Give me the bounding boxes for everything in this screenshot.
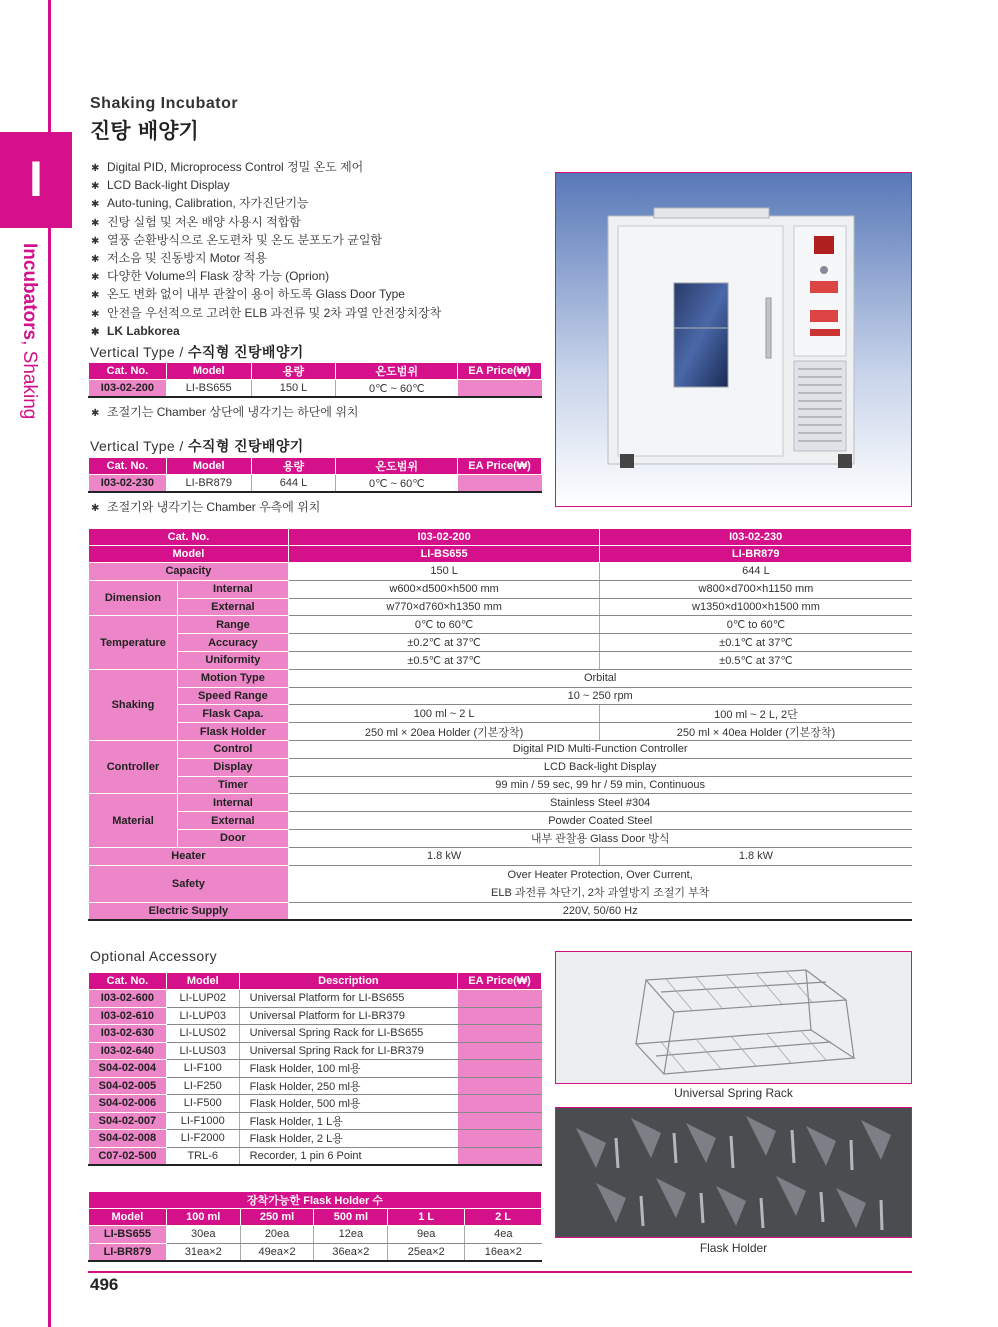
vertical-type-2-table (88, 457, 542, 493)
spec-table (88, 528, 912, 921)
table-row (89, 580, 912, 598)
cat-no-cell: I03-02-630 (89, 1025, 167, 1043)
accessory-title: Optional Accessory (90, 948, 218, 964)
page-title-en: Shaking Incubator (90, 95, 239, 112)
header-500ml: 500 ml (314, 1209, 388, 1226)
cat-no-cell: I03-02-230 (89, 475, 167, 493)
header-price: EA Price(₩) (458, 363, 542, 380)
feature-item: ✱ 저소음 및 진동방지 Motor 적용 (91, 250, 441, 268)
cat-no-cell: C07-02-500 (89, 1147, 167, 1165)
control-value: Digital PID Multi-Function Controller (288, 740, 911, 758)
chapter-label-rest: , Shaking (19, 340, 40, 420)
mat-internal-value: Stainless Steel #304 (288, 794, 911, 812)
button-row (810, 329, 840, 336)
flask-holder-label: Flask Holder (177, 723, 288, 741)
table-row (89, 651, 912, 669)
table-row (89, 776, 912, 794)
capacity-label: Capacity (89, 563, 289, 581)
header-100ml: 100 ml (166, 1209, 240, 1226)
model-cell: LI-LUS03 (166, 1042, 239, 1060)
accuracy-1: ±0.2℃ at 37℃ (288, 634, 600, 652)
table-row (89, 563, 912, 581)
vertical-type-2-title-en: Vertical Type / (90, 438, 184, 454)
mat-internal-label: Internal (177, 794, 288, 812)
timer-label: Timer (177, 776, 288, 794)
header-price: EA Price(₩) (458, 973, 542, 990)
spec-cat-1: I03-02-200 (288, 529, 600, 546)
table-row (89, 758, 912, 776)
model-cell: LI-F250 (166, 1077, 239, 1095)
flask-capa-2: 100 ml ~ 2 L, 2단 (600, 705, 912, 723)
header-2l: 2 L (465, 1209, 542, 1226)
temp-range-cell: 0℃ ~ 60℃ (336, 475, 458, 493)
price-cell (458, 1060, 542, 1078)
vertical-type-1-table (88, 362, 542, 398)
table-row (89, 1226, 542, 1244)
header-model: Model (166, 363, 251, 380)
flask-holder-table (88, 1191, 542, 1262)
feature-item: ✱ LCD Back-light Display (91, 177, 441, 195)
cat-no-cell: S04-02-006 (89, 1095, 167, 1113)
dim-external-label: External (177, 598, 288, 616)
table-row (89, 1243, 542, 1261)
table-row (89, 669, 912, 687)
dimension-label: Dimension (89, 580, 178, 616)
price-cell (458, 475, 542, 493)
safety-line-1: Over Heater Protection, Over Current, (507, 868, 693, 881)
vertical-type-2-note: ✱ 조절기와 냉각기는 Chamber 우측에 위치 (91, 498, 320, 515)
table-row (89, 1007, 542, 1025)
label-plate-2 (810, 310, 838, 322)
vertical-type-1-title (90, 342, 304, 362)
speed-label: Speed Range (177, 687, 288, 705)
incubator-photo (555, 172, 912, 507)
count-cell: 31ea×2 (166, 1243, 240, 1261)
table-row (89, 1147, 542, 1165)
feature-item: ✱ 온도 변화 없이 내부 관찰이 용이 하도록 Glass Door Type (91, 286, 441, 304)
door-handle (766, 298, 771, 358)
feature-list (91, 159, 441, 341)
table-row (89, 1112, 542, 1130)
header-cat-no: Cat. No. (89, 973, 167, 990)
safety-value (288, 865, 911, 902)
cat-no-cell: S04-02-005 (89, 1077, 167, 1095)
model-cell: LI-BR879 (166, 475, 251, 493)
description-cell: Flask Holder, 500 ml용 (239, 1095, 457, 1113)
model-cell: LI-LUP02 (166, 990, 239, 1008)
top-vent (654, 208, 769, 218)
table-row (89, 616, 912, 634)
description-cell: Flask Holder, 1 L용 (239, 1112, 457, 1130)
caster-left (620, 454, 634, 468)
model-cell: LI-F1000 (166, 1112, 239, 1130)
vertical-type-2-title-ko: 수직형 진탕배양기 (187, 438, 304, 454)
incubator-illustration (556, 173, 912, 507)
cat-no-cell: S04-02-008 (89, 1130, 167, 1148)
photo-background (556, 952, 912, 1084)
count-cell: 12ea (314, 1226, 388, 1244)
model-cell: LI-F500 (166, 1095, 239, 1113)
vertical-type-1-title-en: Vertical Type / (90, 344, 184, 360)
description-cell: Flask Holder, 250 ml용 (239, 1077, 457, 1095)
glass-window (674, 283, 728, 387)
capacity-1: 150 L (288, 563, 600, 581)
capacity-2: 644 L (600, 563, 912, 581)
price-cell (458, 1077, 542, 1095)
label-plate-1 (810, 281, 838, 293)
cat-no-cell: S04-02-007 (89, 1112, 167, 1130)
page-footer-rule (88, 1271, 912, 1273)
price-cell (458, 1007, 542, 1025)
table-row (89, 380, 542, 398)
flask-holder-1: 250 ml × 20ea Holder (기본장착) (288, 723, 600, 741)
price-cell (458, 1147, 542, 1165)
table-row (89, 475, 542, 493)
header-description: Description (239, 973, 457, 990)
shaking-label: Shaking (89, 669, 178, 740)
description-cell: Flask Holder, 2 L용 (239, 1130, 457, 1148)
vertical-type-2-title (90, 436, 304, 456)
motion-value: Orbital (288, 669, 911, 687)
model-cell: LI-BR879 (89, 1243, 167, 1261)
table-row (89, 829, 912, 847)
table-row (89, 740, 912, 758)
accessory-table (88, 972, 542, 1166)
chapter-tab-line (0, 226, 72, 228)
cat-no-cell: I03-02-610 (89, 1007, 167, 1025)
cat-no-cell: I03-02-200 (89, 380, 167, 398)
feature-item: ✱ 다양한 Volume의 Flask 장착 가능 (Oprion) (91, 268, 441, 286)
display-label: Display (177, 758, 288, 776)
feature-item: ✱ 진탕 실험 및 저온 배양 사용시 적합함 (91, 214, 441, 232)
price-cell (458, 1112, 542, 1130)
header-temp-range: 온도범위 (336, 363, 458, 380)
table-row (89, 990, 542, 1008)
flask-holder-caption: Flask Holder (699, 1241, 768, 1255)
header-cat-no: Cat. No. (89, 458, 167, 475)
range-1: 0℃ to 60℃ (288, 616, 600, 634)
cat-no-cell: I03-02-600 (89, 990, 167, 1008)
model-cell: LI-LUP03 (166, 1007, 239, 1025)
spring-rack-caption: Universal Spring Rack (674, 1086, 793, 1100)
model-cell: LI-BS655 (89, 1226, 167, 1244)
range-2: 0℃ to 60℃ (600, 616, 912, 634)
table-row (89, 1060, 542, 1078)
feature-item: ✱ 안전을 우선적으로 고려한 ELB 과전류 및 2차 과열 안전장치장착 (91, 305, 441, 323)
spring-rack-photo (555, 951, 912, 1084)
table-row (89, 1025, 542, 1043)
feature-item: ✱ 열풍 순환방식으로 온도편차 및 온도 분포도가 균일함 (91, 232, 441, 250)
door-label: Door (177, 829, 288, 847)
vertical-type-1-note: ✱ 조절기는 Chamber 상단에 냉각기는 하단에 위치 (91, 403, 359, 420)
control-label: Control (177, 740, 288, 758)
chapter-label-bold: Incubators (19, 243, 40, 341)
safety-line-2: ELB 과전류 차단기, 2차 과열방지 조절기 부착 (491, 886, 710, 899)
page-number: 496 (90, 1275, 119, 1294)
model-cell: LI-F100 (166, 1060, 239, 1078)
spring-rack-illustration (556, 952, 912, 1084)
price-cell (458, 990, 542, 1008)
speed-value: 10 ~ 250 rpm (288, 687, 911, 705)
header-capacity: 용량 (251, 458, 336, 475)
count-cell: 16ea×2 (465, 1243, 542, 1261)
header-temp-range: 온도범위 (336, 458, 458, 475)
temperature-label: Temperature (89, 616, 178, 669)
flask-holder-illustration (556, 1108, 912, 1238)
table-row (89, 847, 912, 865)
description-cell: Universal Spring Rack for LI-BR379 (239, 1042, 457, 1060)
temp-range-cell: 0℃ ~ 60℃ (336, 380, 458, 398)
caster-right (838, 454, 852, 468)
price-cell (458, 380, 542, 398)
spec-model-2: LI-BR879 (600, 546, 912, 563)
feature-item: ✱ Digital PID, Microprocess Control 정밀 온도 제어 (91, 159, 441, 177)
heater-1: 1.8 kW (288, 847, 600, 865)
timer-value: 99 min / 59 sec, 99 hr / 59 min, Continuous (288, 776, 911, 794)
count-cell: 9ea (388, 1226, 465, 1244)
description-cell: Flask Holder, 100 ml용 (239, 1060, 457, 1078)
header-price: EA Price(₩) (458, 458, 542, 475)
capacity-cell: 150 L (251, 380, 336, 398)
chapter-tab: I (0, 132, 72, 226)
table-row (89, 902, 912, 920)
model-cell: LI-LUS02 (166, 1025, 239, 1043)
material-label: Material (89, 794, 178, 847)
description-cell: Universal Spring Rack for LI-BS655 (239, 1025, 457, 1043)
safety-label: Safety (89, 865, 289, 902)
price-cell (458, 1130, 542, 1148)
page-title-ko: 진탕 배양기 (90, 119, 199, 143)
flask-capa-label: Flask Capa. (177, 705, 288, 723)
price-cell (458, 1025, 542, 1043)
table-row (89, 1130, 542, 1148)
heater-2: 1.8 kW (600, 847, 912, 865)
header-1l: 1 L (388, 1209, 465, 1226)
count-cell: 20ea (240, 1226, 314, 1244)
supply-label: Electric Supply (89, 902, 289, 920)
accuracy-2: ±0.1℃ at 37℃ (600, 634, 912, 652)
mat-external-label: External (177, 812, 288, 830)
header-250ml: 250 ml (240, 1209, 314, 1226)
price-cell (458, 1042, 542, 1060)
brand-item: ✱ LK Labkorea (91, 323, 441, 341)
range-label: Range (177, 616, 288, 634)
count-cell: 30ea (166, 1226, 240, 1244)
spec-model-1: LI-BS655 (288, 546, 600, 563)
price-cell (458, 1095, 542, 1113)
cooling-vent (794, 361, 846, 451)
flask-capa-1: 100 ml ~ 2 L (288, 705, 600, 723)
uniformity-2: ±0.5℃ at 37℃ (600, 651, 912, 669)
display-value: LCD Back-light Display (288, 758, 911, 776)
accuracy-label: Accuracy (177, 634, 288, 652)
header-model: Model (89, 1209, 167, 1226)
count-cell: 36ea×2 (314, 1243, 388, 1261)
spec-cat-label: Cat. No. (89, 529, 289, 546)
table-row (89, 705, 912, 723)
dim-external-2: w1350×d1000×h1500 mm (600, 598, 912, 616)
count-cell: 25ea×2 (388, 1243, 465, 1261)
controller-label: Controller (89, 740, 178, 793)
uniformity-label: Uniformity (177, 651, 288, 669)
table-row (89, 598, 912, 616)
capacity-cell: 644 L (251, 475, 336, 493)
header-model: Model (166, 973, 239, 990)
count-cell: 49ea×2 (240, 1243, 314, 1261)
header-capacity: 용량 (251, 363, 336, 380)
cat-no-cell: I03-02-640 (89, 1042, 167, 1060)
flask-holder-photo (555, 1107, 912, 1238)
table-row (89, 865, 912, 902)
description-cell: Universal Platform for LI-BR379 (239, 1007, 457, 1025)
header-model: Model (166, 458, 251, 475)
spec-cat-2: I03-02-230 (600, 529, 912, 546)
dim-internal-1: w600×d500×h500 mm (288, 580, 600, 598)
count-cell: 4ea (465, 1226, 542, 1244)
dim-internal-label: Internal (177, 580, 288, 598)
uniformity-1: ±0.5℃ at 37℃ (288, 651, 600, 669)
table-row (89, 1042, 542, 1060)
cat-no-cell: S04-02-004 (89, 1060, 167, 1078)
dim-external-1: w770×d760×h1350 mm (288, 598, 600, 616)
flask-holder-table-title: 장착가능한 Flask Holder 수 (89, 1192, 542, 1209)
flask-holder-2: 250 ml × 40ea Holder (기본장착) (600, 723, 912, 741)
mat-external-value: Powder Coated Steel (288, 812, 911, 830)
door-value: 내부 관찰용 Glass Door 방식 (288, 829, 911, 847)
chapter-label (14, 243, 40, 463)
table-row (89, 1095, 542, 1113)
display-screen (814, 236, 834, 254)
table-row (89, 1077, 542, 1095)
table-row (89, 687, 912, 705)
header-cat-no: Cat. No. (89, 363, 167, 380)
table-row (89, 634, 912, 652)
table-row (89, 812, 912, 830)
model-cell: LI-BS655 (166, 380, 251, 398)
model-cell: TRL-6 (166, 1147, 239, 1165)
dim-internal-2: w800×d700×h1150 mm (600, 580, 912, 598)
motion-label: Motion Type (177, 669, 288, 687)
vertical-type-1-title-ko: 수직형 진탕배양기 (187, 344, 304, 360)
supply-value: 220V, 50/60 Hz (288, 902, 911, 920)
panel-knob (820, 266, 828, 274)
feature-item: ✱ Auto-tuning, Calibration, 자가진단기능 (91, 195, 441, 213)
table-row (89, 794, 912, 812)
description-cell: Universal Platform for LI-BS655 (239, 990, 457, 1008)
description-cell: Recorder, 1 pin 6 Point (239, 1147, 457, 1165)
spec-model-label: Model (89, 546, 289, 563)
heater-label: Heater (89, 847, 289, 865)
model-cell: LI-F2000 (166, 1130, 239, 1148)
table-row (89, 723, 912, 741)
